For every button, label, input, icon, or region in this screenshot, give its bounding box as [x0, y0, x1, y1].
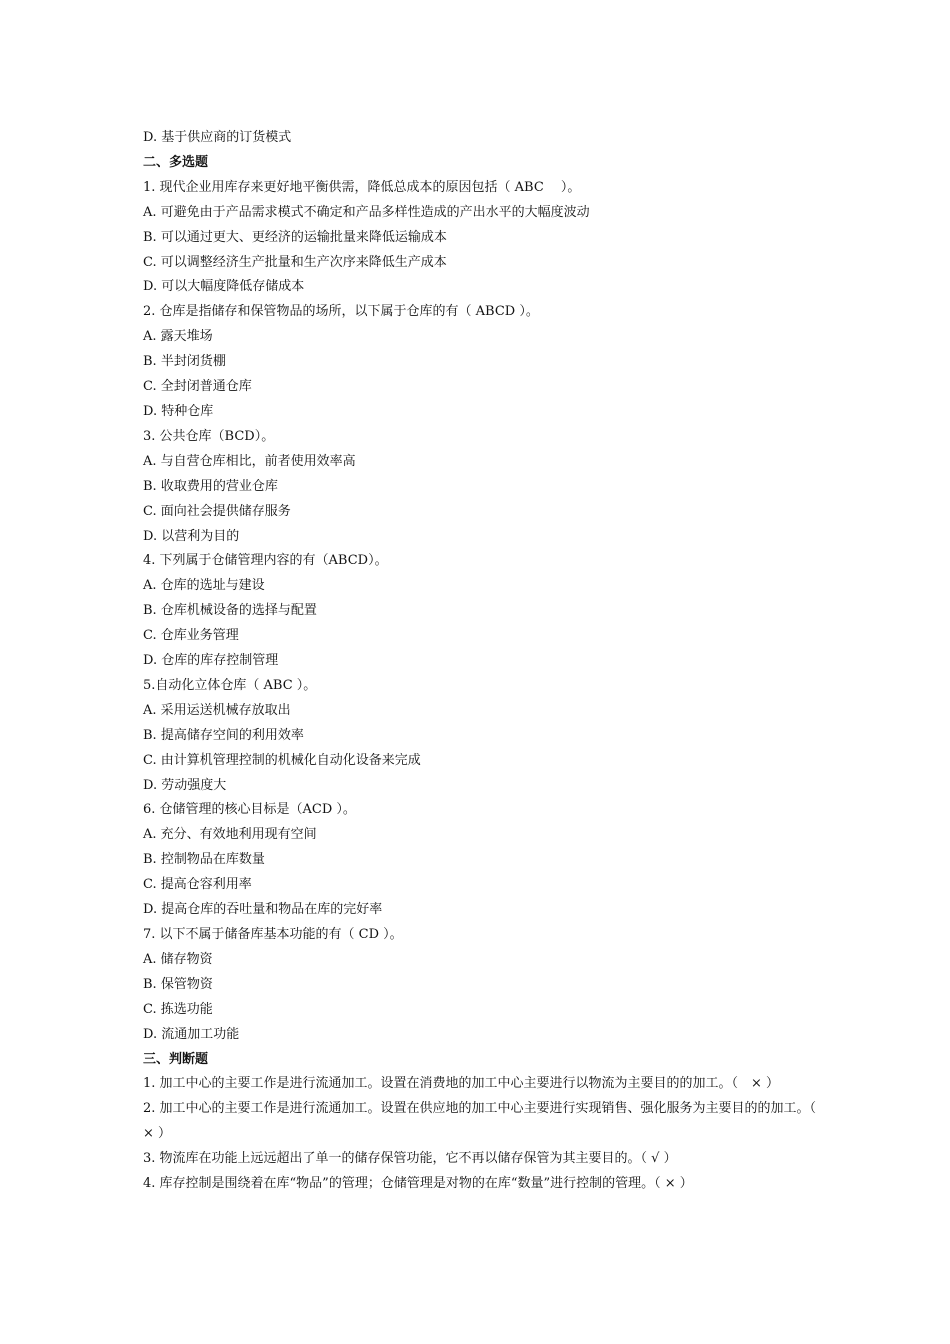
option-text: A. 充分、有效地利用现有空间 — [143, 827, 317, 843]
option-text: A. 露天堆场 — [143, 329, 213, 345]
option-text: B. 收取费用的营业仓库 — [143, 478, 278, 494]
option-text: B. 提高储存空间的利用效率 — [143, 727, 304, 743]
option-text: C. 提高仓容利用率 — [143, 877, 252, 893]
question-text: 3. 公共仓库（BCD）。 — [143, 428, 275, 444]
option-text: D. 以营利为目的 — [143, 528, 240, 544]
option-text: C. 由计算机管理控制的机械化自动化设备来完成 — [143, 752, 421, 768]
option-text: D. 基于供应商的订货模式 — [143, 130, 292, 145]
option-text: A. 仓库的选址与建设 — [143, 578, 265, 594]
option-text: D. 提高仓库的吞吐量和物品在库的完好率 — [143, 902, 383, 918]
question-text: 2. 加工中心的主要工作是进行流通加工。设置在供应地的加工中心主要进行实现销售、强化服务为主要目的的加工。（ × ） — [143, 1101, 821, 1142]
option-text: D. 劳动强度大 — [143, 777, 227, 793]
document-body — [143, 126, 823, 1197]
option-text: B. 控制物品在库数量 — [143, 852, 265, 868]
option-text: A. 与自营仓库相比，前者使用效率高 — [143, 453, 356, 469]
question-text: 4. 下列属于仓储管理内容的有（ABCD）。 — [143, 553, 388, 569]
question-text: 4. 库存控制是围绕着在库“物品”的管理；仓储管理是对物的在库“数量”进行控制的管理。（ × ） — [143, 1176, 693, 1192]
question-text: 6. 仓储管理的核心目标是（ACD ）。 — [143, 802, 356, 818]
question-text: 7. 以下不属于储备库基本功能的有（ CD ）。 — [143, 927, 403, 942]
question-text: 5.自动化立体仓库（ ABC ）。 — [143, 677, 317, 693]
option-text: B. 可以通过更大、更经济的运输批量来降低运输成本 — [143, 229, 447, 245]
option-text: C. 仓库业务管理 — [143, 628, 239, 644]
question-text: 1. 加工中心的主要工作是进行流通加工。设置在消费地的加工中心主要进行以物流为主要目的的加工。（ × ） — [143, 1076, 780, 1092]
section-heading: 三、判断题 — [143, 1051, 209, 1067]
option-text: A. 储存物资 — [143, 951, 213, 967]
question-text: 1. 现代企业用库存来更好地平衡供需，降低总成本的原因包括（ ABC ）。 — [143, 179, 581, 195]
question-text: 3. 物流库在功能上远远超出了单一的储存保管功能，它不再以储存保管为其主要目的。（ √ ） — [143, 1151, 677, 1167]
option-text: A. 采用运送机械存放取出 — [143, 702, 291, 718]
option-text: C. 拣选功能 — [143, 1001, 213, 1017]
option-text: D. 可以大幅度降低存储成本 — [143, 279, 305, 295]
option-text: A. 可避免由于产品需求模式不确定和产品多样性造成的产出水平的大幅度波动 — [143, 204, 590, 220]
option-text: D. 流通加工功能 — [143, 1026, 240, 1042]
option-text: B. 仓库机械设备的选择与配置 — [143, 603, 317, 619]
option-text: D. 仓库的库存控制管理 — [143, 653, 279, 669]
option-text: B. 半封闭货棚 — [143, 354, 226, 370]
option-text: C. 面向社会提供储存服务 — [143, 503, 291, 519]
option-text: C. 可以调整经济生产批量和生产次序来降低生产成本 — [143, 254, 447, 270]
section-heading: 二、多选题 — [143, 154, 209, 170]
question-text: 2. 仓库是指储存和保管物品的场所，以下属于仓库的有（ ABCD ）。 — [143, 304, 539, 320]
option-text: C. 全封闭普通仓库 — [143, 379, 252, 395]
option-text: B. 保管物资 — [143, 976, 213, 992]
option-text: D. 特种仓库 — [143, 403, 214, 419]
